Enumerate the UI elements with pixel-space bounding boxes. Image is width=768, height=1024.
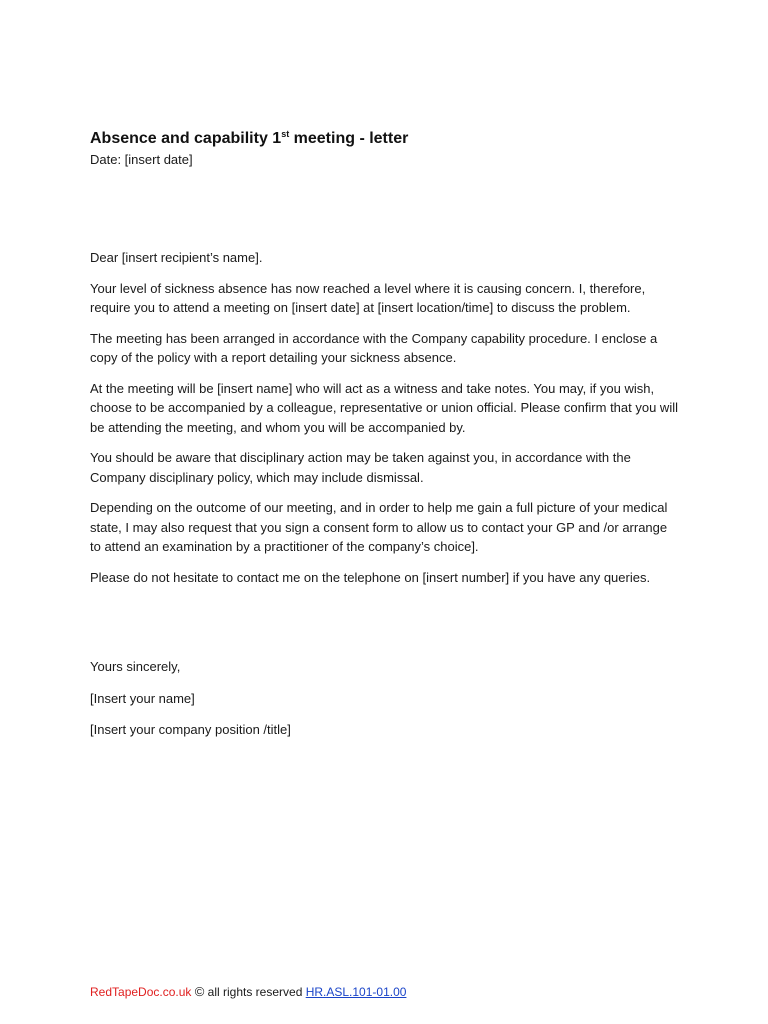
salutation: Dear [insert recipient’s name].	[90, 250, 263, 265]
title-superscript: st	[281, 129, 290, 139]
document-code-link[interactable]: HR.ASL.101-01.00	[305, 985, 407, 999]
paragraph-medical: Depending on the outcome of our meeting, and in order to help me gain a full picture of your medical state, I may also request that you sign a consent form to allow us to contact your GP and /or arrange to attend an examination by a practitioner of the company’s choice].	[90, 500, 668, 554]
paragraph-disciplinary: You should be aware that disciplinary action may be taken against you, in accordance with the Company disciplinary policy, which may include dismissal.	[90, 450, 631, 485]
paragraph-contact: Please do not hesitate to contact me on the telephone on [insert number] if you have any queries.	[90, 569, 651, 585]
paragraph-procedure: The meeting has been arranged in accordance with the Company capability procedure. I enclose a copy of the policy with a report detailing your sickness absence.	[90, 330, 658, 365]
rights-text: all rights reserved	[204, 985, 306, 999]
signature-position: [Insert your company position /title]	[90, 722, 291, 737]
copyright-symbol: ©	[194, 984, 205, 999]
date-line: Date: [insert date]	[90, 152, 193, 167]
brand-link[interactable]: RedTapeDoc.co.uk	[90, 985, 192, 999]
paragraph-concern: Your level of sickness absence has now reached a level where it is causing concern. I, therefore, require you to attend a meeting on [insert date] at [insert location/time] to discuss the problem.	[90, 280, 646, 315]
page-footer	[90, 983, 406, 1001]
letter-body	[90, 128, 680, 740]
document-title	[90, 128, 680, 150]
title-rest: meeting - letter	[289, 130, 409, 147]
title-main: Absence and capability 1	[90, 130, 282, 147]
signature-name: [Insert your name]	[90, 690, 195, 706]
paragraph-witness: At the meeting will be [insert name] who will act as a witness and take notes. You may, if you wish, choose to be accompanied by a colleague, representative or union official. Please confirm that you will be attending the meeting, and whom you will be accompanied by.	[90, 380, 678, 435]
closing: Yours sincerely,	[90, 659, 181, 674]
